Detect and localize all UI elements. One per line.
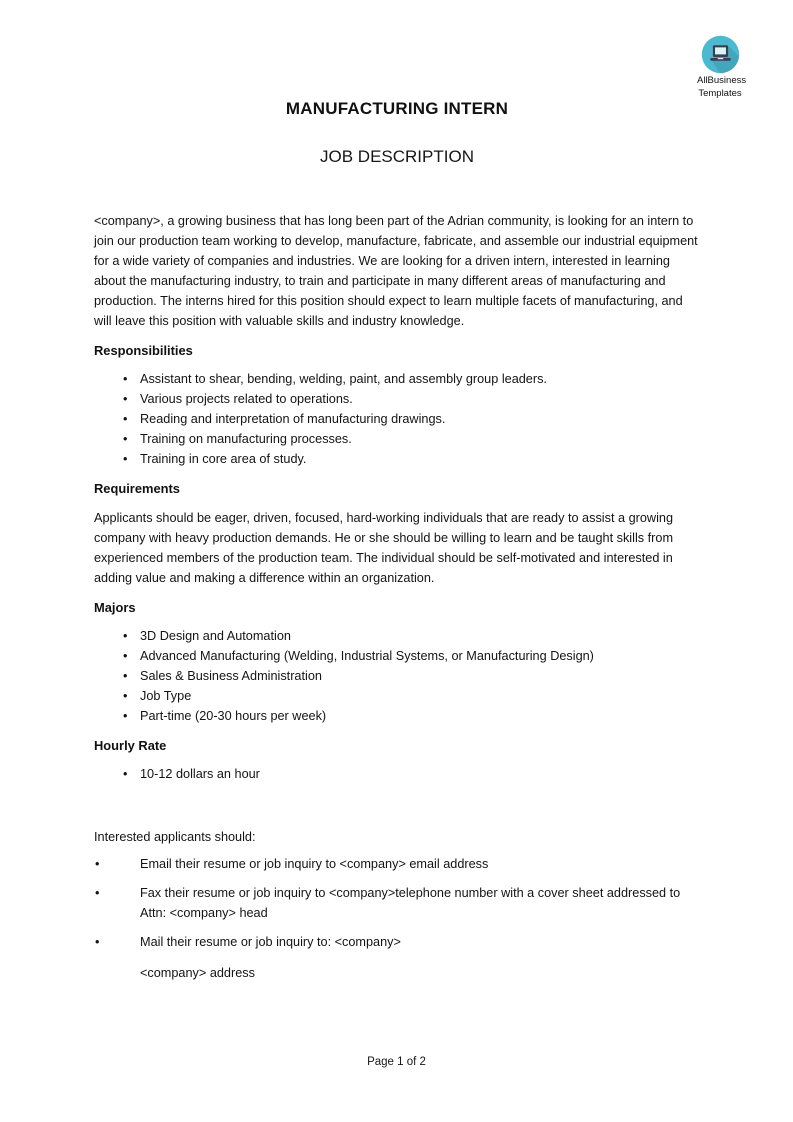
bullet-icon: [123, 764, 127, 784]
list-item: [94, 449, 700, 469]
bullet-icon: [95, 883, 99, 903]
company-address-line: <company> address: [140, 966, 255, 980]
list-item: [94, 932, 700, 952]
section-heading-requirements: Requirements: [94, 481, 180, 496]
requirements-paragraph: Applicants should be eager, driven, focused, hard-working individuals that are ready to assist a growing company with heavy production demands. He or she should be willing to learn and be taught skills from experienced members of the production team. The individual should be self-motivated and interested in adding value and making a difference within an organization.: [94, 511, 674, 585]
bullet-icon: [95, 932, 99, 952]
logo-text-line1: AllBusiness: [697, 75, 747, 86]
applicants-list: [94, 854, 700, 952]
list-item: [94, 883, 700, 923]
list-item-text: Part-time (20-30 hours per week): [140, 709, 327, 723]
list-item: [94, 706, 700, 726]
intro-paragraph: <company>, a growing business that has long been part of the Adrian community, is looking for an intern to join our production team working to develop, manufacture, fabricate, and assemble our industrial equipment for a wide variety of companies and industries. We are looking for a driven intern, interested in learning about the manufacturing industry, to train and participate in many different areas of manufacturing and production. The interns hired for this position should expect to learn multiple facets of manufacturing, and will leave this position with valuable skills and industry knowledge.: [94, 214, 698, 328]
bullet-icon: [123, 389, 127, 409]
bullet-icon: [123, 409, 127, 429]
section-heading-hourly-rate: Hourly Rate: [94, 738, 167, 753]
bullet-icon: [123, 706, 127, 726]
list-item-text: 10-12 dollars an hour: [140, 767, 260, 781]
list-item-text: Mail their resume or job inquiry to: <company>: [140, 935, 401, 949]
list-item: [94, 429, 700, 449]
list-item: [94, 854, 700, 874]
list-item: [94, 764, 700, 784]
list-item: [94, 686, 700, 706]
list-item-text: Advanced Manufacturing (Welding, Industrial Systems, or Manufacturing Design): [140, 649, 594, 663]
responsibilities-list: [94, 369, 700, 469]
applicants-intro: Interested applicants should:: [94, 830, 256, 844]
bullet-icon: [123, 429, 127, 449]
list-item-text: Various projects related to operations.: [140, 392, 353, 406]
bullet-icon: [123, 369, 127, 389]
bullet-icon: [123, 646, 127, 666]
bullet-icon: [123, 449, 127, 469]
list-item-text: Reading and interpretation of manufacturing drawings.: [140, 412, 446, 426]
section-heading-majors: Majors: [94, 600, 136, 615]
bullet-icon: [123, 686, 127, 706]
list-item-text: Fax their resume or job inquiry to <company>telephone number with a cover sheet addressed to Attn: <company> head: [140, 886, 681, 920]
list-item-text: Training on manufacturing processes.: [140, 432, 352, 446]
list-item-text: 3D Design and Automation: [140, 629, 291, 643]
list-item: [94, 409, 700, 429]
bullet-icon: [123, 666, 127, 686]
logo-text-line2: Templates: [698, 87, 742, 99]
list-item: [94, 369, 700, 389]
section-heading-responsibilities: Responsibilities: [94, 343, 193, 358]
bullet-icon: [123, 626, 127, 646]
hourly-rate-list: [94, 764, 700, 784]
allbusiness-templates-logo: [697, 35, 747, 99]
laptop-icon: [701, 35, 740, 74]
majors-list: [94, 626, 700, 726]
list-item: [94, 389, 700, 409]
list-item-text: Sales & Business Administration: [140, 669, 322, 683]
list-item: [94, 626, 700, 646]
list-item-text: Training in core area of study.: [140, 452, 307, 466]
document-subtitle: JOB DESCRIPTION: [320, 147, 474, 166]
list-item: [94, 646, 700, 666]
list-item-text: Job Type: [140, 689, 192, 703]
bullet-icon: [95, 854, 99, 874]
list-item-text: Email their resume or job inquiry to <company> email address: [140, 857, 489, 871]
list-item: [94, 666, 700, 686]
list-item-text: Assistant to shear, bending, welding, paint, and assembly group leaders.: [140, 372, 547, 386]
document-title: MANUFACTURING INTERN: [285, 99, 509, 118]
page-number: Page 1 of 2: [367, 1056, 426, 1068]
